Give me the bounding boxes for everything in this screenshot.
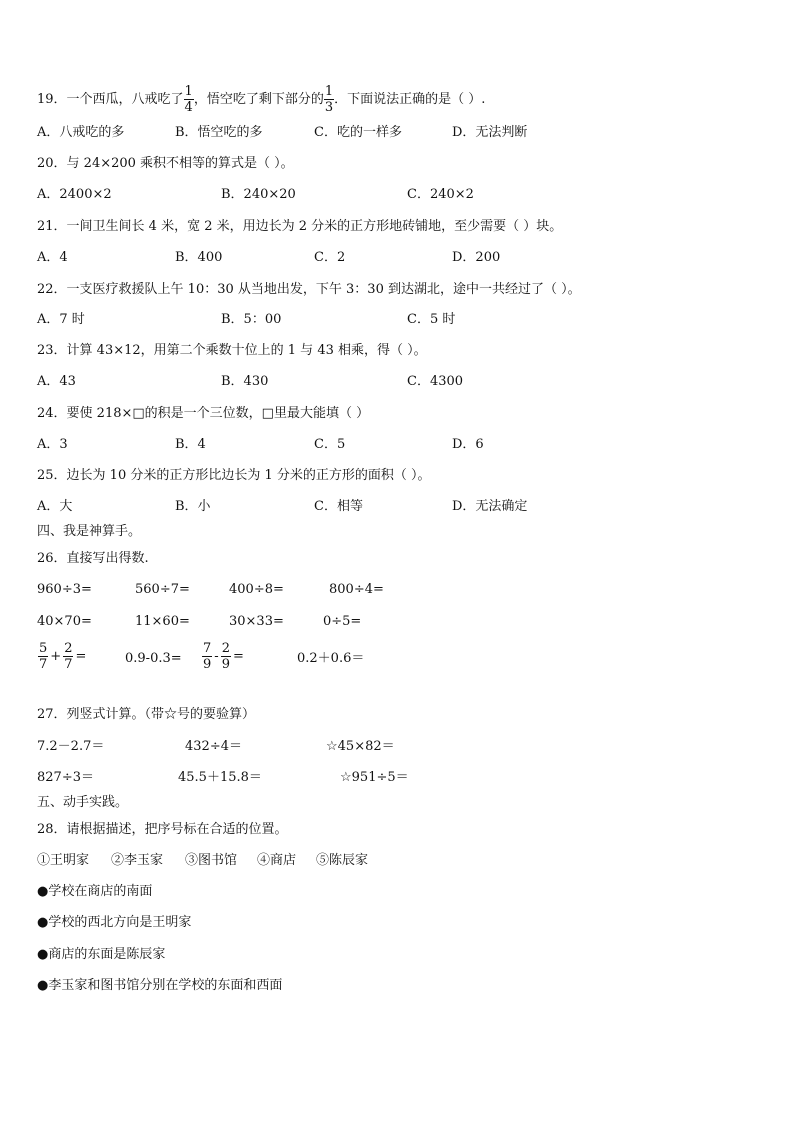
q27-item: ☆45×82＝ — [326, 739, 395, 754]
fraction: $\frac{5}{7}$ — [39, 641, 48, 672]
q26-item: 960÷3= — [37, 582, 92, 597]
fraction: $\frac{7}{9}$ — [203, 641, 212, 672]
question-25-stem: 25．边长为 10 分米的正方形比边长为 1 分米的正方形的面积（ ）。 — [37, 468, 431, 483]
question-21-stem: 21．一间卫生间长 4 米，宽 2 米，用边长为 2 分米的正方形地砖铺地，至少需要（ ）块。 — [37, 219, 563, 234]
q21-option-c: C．2 — [314, 250, 346, 265]
q26-item: 11×60= — [135, 614, 190, 629]
q24-option-c: C．5 — [314, 437, 346, 452]
place-shop: ④商店 — [257, 853, 297, 868]
place-li-yu-home: ②李玉家 — [111, 853, 164, 868]
question-19 — [37, 84, 485, 115]
q25-option-c: C．相等 — [314, 499, 363, 514]
fraction: $\frac{2}{9}$ — [221, 641, 230, 672]
q22-option-c: C．5 时 — [407, 312, 456, 327]
q26-item: 0÷5= — [323, 614, 362, 629]
q20-option-a: A．2400×2 — [37, 187, 112, 202]
q27-item: 45.5＋15.8＝ — [178, 770, 262, 785]
q26-item: 0.2＋0.6＝ — [297, 651, 365, 666]
place-chen-chen-home: ⑤陈辰家 — [316, 853, 369, 868]
q26-item: 400÷8= — [229, 582, 284, 597]
q27-item: ☆951÷5＝ — [340, 770, 409, 785]
q25-option-d: D．无法确定 — [452, 499, 528, 514]
q24-option-d: D．6 — [452, 437, 484, 452]
question-22-stem: 22．一支医疗救援队上午 10：30 从当地出发，下午 3：30 到达湖北，途中一共经过了（ ）。 — [37, 282, 581, 297]
q19-stem-b: ，悟空吃了剩下部分的 — [193, 92, 324, 107]
q21-option-a: A．4 — [37, 250, 68, 265]
clue-item: ●李玉家和图书馆分别在学校的东面和西面 — [37, 978, 283, 993]
q19-fraction-1: $\frac{1}{4}$ — [184, 84, 193, 115]
q19-option-d: D．无法判断 — [452, 125, 528, 140]
q27-item: 827÷3＝ — [37, 770, 94, 785]
q21-option-d: D．200 — [452, 250, 501, 265]
clue-item: ●学校在商店的南面 — [37, 884, 153, 899]
q23-option-c: C．4300 — [407, 374, 464, 389]
q23-option-a: A．43 — [37, 374, 76, 389]
q22-option-a: A．7 时 — [37, 312, 85, 327]
q24-option-a: A．3 — [37, 437, 68, 452]
q20-option-c: C．240×2 — [407, 187, 474, 202]
q19-fraction-2: $\frac{1}{3}$ — [324, 84, 334, 115]
q19-option-b: B．悟空吃的多 — [175, 125, 263, 140]
q23-option-b: B．430 — [221, 374, 269, 389]
question-24-stem: 24．要使 218×□的积是一个三位数，□里最大能填（ ） — [37, 406, 370, 421]
q19-stem-c: ．下面说法正确的是（ ）. — [334, 92, 486, 107]
q26-fraction-sum: $\frac{5}{7}$ + $\frac{2}{7}$ = — [39, 641, 87, 672]
q26-item: 40×70= — [37, 614, 92, 629]
place-wang-ming-home: ①王明家 — [37, 853, 90, 868]
q19-option-c: C．吃的一样多 — [314, 125, 402, 140]
q27-item: 432÷4＝ — [185, 739, 242, 754]
question-26-stem: 26．直接写出得数. — [37, 551, 149, 566]
q27-item: 7.2－2.7＝ — [37, 739, 105, 754]
question-23-stem: 23．计算 43×12，用第二个乘数十位上的 1 与 43 相乘，得（ ）。 — [37, 343, 427, 358]
q19-option-a: A．八戒吃的多 — [37, 125, 125, 140]
q22-option-b: B．5：00 — [221, 312, 282, 327]
section-4-title: 四、我是神算手。 — [37, 524, 142, 539]
section-5-title: 五、动手实践。 — [37, 795, 129, 810]
clue-item: ●学校的西北方向是王明家 — [37, 915, 192, 930]
q19-stem-a: 19．一个西瓜，八戒吃了 — [37, 92, 184, 107]
question-28-stem: 28．请根据描述，把序号标在合适的位置。 — [37, 822, 288, 837]
q26-item: 0.9-0.3= — [125, 651, 182, 666]
place-library: ③图书馆 — [185, 853, 238, 868]
q25-option-b: B．小 — [175, 499, 211, 514]
fraction: $\frac{2}{7}$ — [64, 641, 73, 672]
q26-item: 800÷4= — [329, 582, 384, 597]
q25-option-a: A．大 — [37, 499, 73, 514]
q24-option-b: B．4 — [175, 437, 206, 452]
q26-fraction-difference: $\frac{7}{9}$ - $\frac{2}{9}$ = — [203, 641, 244, 672]
q26-item: 30×33= — [229, 614, 284, 629]
clue-item: ●商店的东面是陈辰家 — [37, 947, 166, 962]
question-27-stem: 27．列竖式计算。（带☆号的要验算） — [37, 707, 256, 722]
question-20-stem: 20．与 24×200 乘积不相等的算式是（ ）。 — [37, 156, 294, 171]
q26-item: 560÷7= — [135, 582, 190, 597]
q21-option-b: B．400 — [175, 250, 223, 265]
q20-option-b: B．240×20 — [221, 187, 296, 202]
